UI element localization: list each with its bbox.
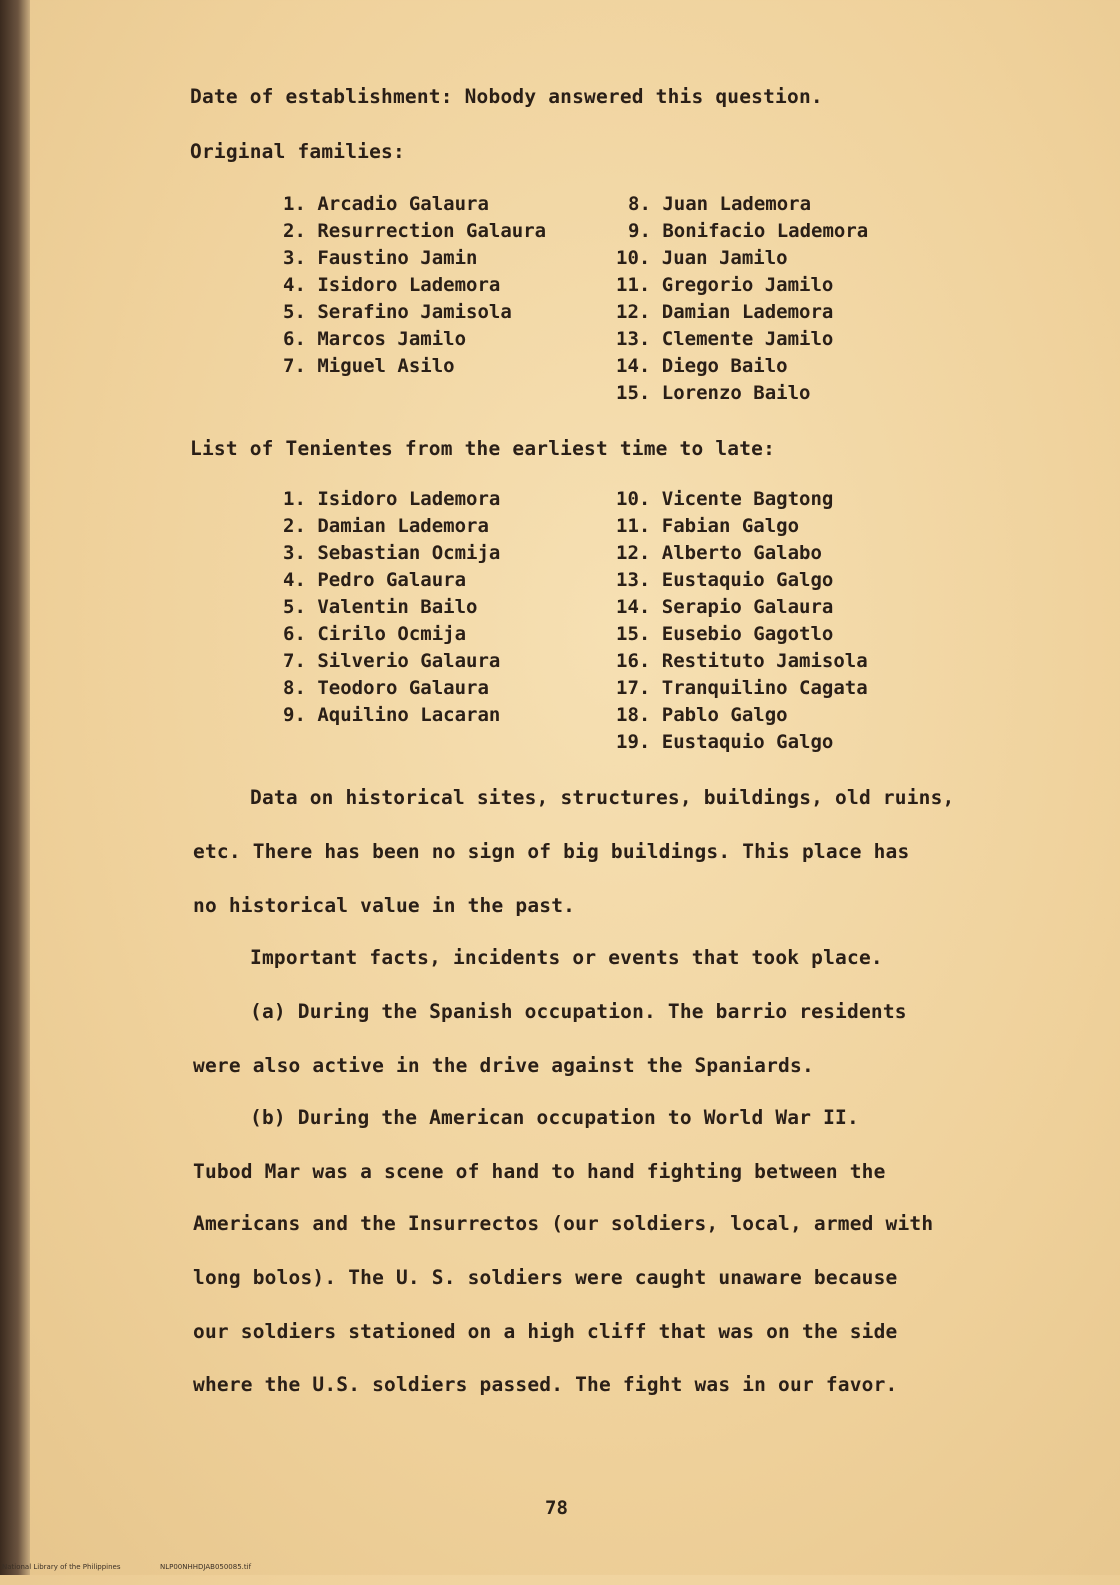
list-item: 13. Clemente Jamilo	[616, 328, 834, 350]
list-item: 13. Eustaquio Galgo	[616, 569, 834, 591]
list-item: 10. Juan Jamilo	[616, 247, 788, 269]
book-binding-edge	[0, 0, 30, 1575]
list-item: 16. Restituto Jamisola	[616, 650, 868, 672]
paragraph-line: long bolos). The U. S. soldiers were caught unaware because	[193, 1266, 898, 1289]
list-item: 8. Juan Lademora	[628, 193, 812, 215]
paragraph-line: Data on historical sites, structures, buildings, old ruins,	[250, 786, 955, 809]
list-item: 3. Faustino Jamin	[283, 247, 478, 269]
paragraph-line: where the U.S. soldiers passed. The fight was in our favor.	[193, 1373, 898, 1396]
list-item: 9. Bonifacio Lademora	[628, 220, 869, 242]
footer-filename: NLP00NHHDJAB050085.tif	[160, 1563, 252, 1571]
footer-library-name: National Library of the Philippines	[2, 1563, 121, 1571]
list-item: 2. Damian Lademora	[283, 515, 489, 537]
list-item: 6. Marcos Jamilo	[283, 328, 467, 350]
list-item: 10. Vicente Bagtong	[616, 488, 834, 510]
date-of-establishment: Date of establishment: Nobody answered this question.	[190, 85, 823, 108]
list-item: 5. Valentin Bailo	[283, 596, 478, 618]
list-item: 11. Fabian Galgo	[616, 515, 800, 537]
list-item: 8. Teodoro Galaura	[283, 677, 489, 699]
list-item: 12. Alberto Galabo	[616, 542, 822, 564]
list-item: 5. Serafino Jamisola	[283, 301, 512, 323]
list-item: 11. Gregorio Jamilo	[616, 274, 834, 296]
paragraph-line: no historical value in the past.	[193, 894, 576, 917]
paragraph-line: etc. There has been no sign of big buildings. This place has	[193, 840, 910, 863]
list-item: 6. Cirilo Ocmija	[283, 623, 467, 645]
list-item: 4. Isidoro Lademora	[283, 274, 501, 296]
list-item: 12. Damian Lademora	[616, 301, 834, 323]
list-item: 4. Pedro Galaura	[283, 569, 467, 591]
paragraph-line: our soldiers stationed on a high cliff that was on the side	[193, 1320, 898, 1343]
paragraph-line: were also active in the drive against the Spaniards.	[193, 1054, 814, 1077]
list-item: 17. Tranquilino Cagata	[616, 677, 868, 699]
list-item: 15. Eusebio Gagotlo	[616, 623, 834, 645]
list-item: 18. Pablo Galgo	[616, 704, 788, 726]
list-item: 3. Sebastian Ocmija	[283, 542, 501, 564]
list-item: 14. Serapio Galaura	[616, 596, 834, 618]
list-item: 9. Aquilino Lacaran	[283, 704, 501, 726]
list-item: 14. Diego Bailo	[616, 355, 788, 377]
list-item: 15. Lorenzo Bailo	[616, 382, 811, 404]
paragraph-line: Important facts, incidents or events that took place.	[250, 946, 883, 969]
list-item: 1. Isidoro Lademora	[283, 488, 501, 510]
families-heading: Original families:	[190, 140, 405, 163]
paragraph-line: Americans and the Insurrectos (our soldiers, local, armed with	[193, 1212, 934, 1235]
tenientes-heading: List of Tenientes from the earliest time to late:	[190, 437, 776, 460]
paragraph-line: (b) During the American occupation to World War II.	[250, 1106, 859, 1129]
page-number: 78	[545, 1497, 568, 1519]
list-item: 1. Arcadio Galaura	[283, 193, 489, 215]
scan-footer	[0, 1561, 1120, 1575]
list-item: 2. Resurrection Galaura	[283, 220, 547, 242]
list-item: 7. Miguel Asilo	[283, 355, 455, 377]
list-item: 19. Eustaquio Galgo	[616, 731, 834, 753]
paragraph-line: Tubod Mar was a scene of hand to hand fighting between the	[193, 1160, 886, 1183]
list-item: 7. Silverio Galaura	[283, 650, 501, 672]
paragraph-line: (a) During the Spanish occupation. The barrio residents	[250, 1000, 907, 1023]
